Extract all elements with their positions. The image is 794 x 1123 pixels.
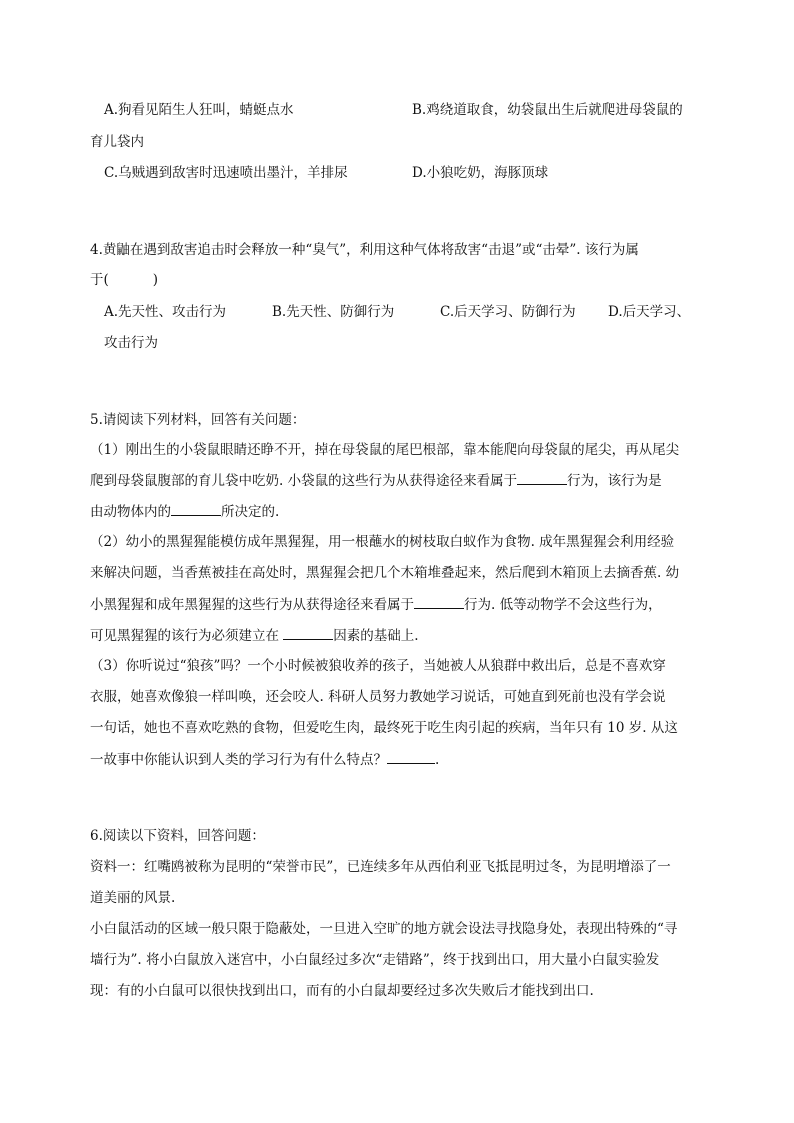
text: 一故事中你能认识到人类的学习行为有什么特点？ (90, 752, 387, 768)
q5-para3-line2: 衣服，她喜欢像狼一样叫唤，还会咬人. 科研人员努力教她学习说话，可她直到死前也没有学会说 (90, 689, 666, 705)
text: 行为. 低等动物学不会这些行为， (464, 597, 662, 613)
q5-para1-line2 (90, 470, 662, 491)
text: 小黑猩猩和成年黑猩猩的这些行为从获得途径来看属于 (90, 597, 414, 613)
q5-stem: 5.请阅读下列材料，回答有关问题： (90, 412, 306, 428)
q6-material2-line1: 小白鼠活动的区域一般只限于隐蔽处，一旦进入空旷的地方就会设法寻找隐身处，表现出特殊的“寻 (90, 921, 678, 937)
q4-option-c: C.后天学习、防御行为 (440, 304, 576, 320)
fill-blank (517, 470, 567, 485)
q3-option-a: A.狗看见陌生人狂叫，蜻蜓点水 (104, 102, 294, 118)
q6-material1-line2: 道美丽的风景. (90, 890, 176, 906)
text: 爬到母袋鼠腹部的育儿袋中吃奶. 小袋鼠的这些行为从获得途径来看属于 (90, 473, 518, 489)
q6-material2-line2: 墙行为”. 将小白鼠放入迷宫中，小白鼠经过多次“走错路”，终于找到出口，用大量小白鼠实验发 (90, 952, 660, 968)
q4-stem-suffix: ) (152, 272, 159, 288)
q3-option-b-cont: 育儿袋内 (90, 134, 144, 150)
q5-para1-line1: （1）刚出生的小袋鼠眼睛还睁不开，掉在母袋鼠的尾巴根部，靠本能爬向母袋鼠的尾尖，再从尾尖 (90, 442, 680, 458)
fill-blank (387, 749, 435, 764)
q5-para2-line1: （2）幼小的黑猩猩能模仿成年黑猩猩，用一根蘸水的树枝取白蚁作为食物. 成年黑猩猩会利用经验 (90, 534, 675, 550)
text: 可见黑猩猩的该行为必须建立在 (90, 628, 279, 644)
q6-material2-line3: 现：有的小白鼠可以很快找到出口，而有的小白鼠却要经过多次失败后才能找到出口. (90, 983, 594, 999)
text: 由动物体内的 (90, 504, 171, 520)
q5-para3-line3: 一句话，她也不喜欢吃熟的食物，但爱吃生肉，最终死于吃生肉引起的疾病，当年只有 10 岁. 从这 (90, 720, 678, 736)
q5-para2-line2: 来解决问题，当香蕉被挂在高处时，黑猩猩会把几个木箱堆叠起来，然后爬到木箱顶上去摘香蕉. 幼 (90, 565, 680, 581)
q4-option-b: B.先天性、防御行为 (272, 304, 395, 320)
text: 因素的基础上. (333, 628, 419, 644)
q5-para2-line4 (90, 625, 419, 646)
q4-option-d-cont: 攻击行为 (104, 335, 158, 351)
fill-blank (283, 625, 333, 640)
q4-option-a: A.先天性、攻击行为 (104, 304, 227, 320)
q5-para2-line3 (90, 594, 662, 615)
q5-para1-line3 (90, 501, 279, 522)
q5-para3-line4 (90, 749, 439, 770)
text: . (435, 752, 440, 768)
q3-option-c: C.乌贼遇到敌害时迅速喷出墨汁，羊排尿 (104, 165, 348, 181)
q4-option-d: D.后天学习、 (608, 304, 691, 320)
q3-option-b: B.鸡绕道取食，幼袋鼠出生后就爬进母袋鼠的 (412, 102, 683, 118)
text: 所决定的. (221, 504, 280, 520)
text: 行为，该行为是 (567, 473, 662, 489)
q6-material1-line1: 资料一：红嘴鸥被称为昆明的“荣誉市民”，已连续多年从西伯利亚飞抵昆明过冬，为昆明增添了一 (90, 859, 671, 875)
q4-stem: 4.黄鼬在遇到敌害追击时会释放一种“臭气”，利用这种气体将敌害“击退”或“击晕”. 该行为属 (90, 242, 639, 258)
q5-para3-line1: （3）你听说过“狼孩”吗？一个小时候被狼收养的孩子，当她被人从狼群中救出后，总是不喜欢穿 (90, 658, 666, 674)
q4-stem-prefix: 于( (90, 272, 109, 288)
q3-option-d: D.小狼吃奶，海豚顶球 (412, 165, 549, 181)
q4-stem-cont (90, 270, 158, 290)
q6-stem: 6.阅读以下资料，回答问题： (90, 828, 265, 844)
fill-blank (414, 594, 464, 609)
fill-blank (171, 501, 221, 516)
